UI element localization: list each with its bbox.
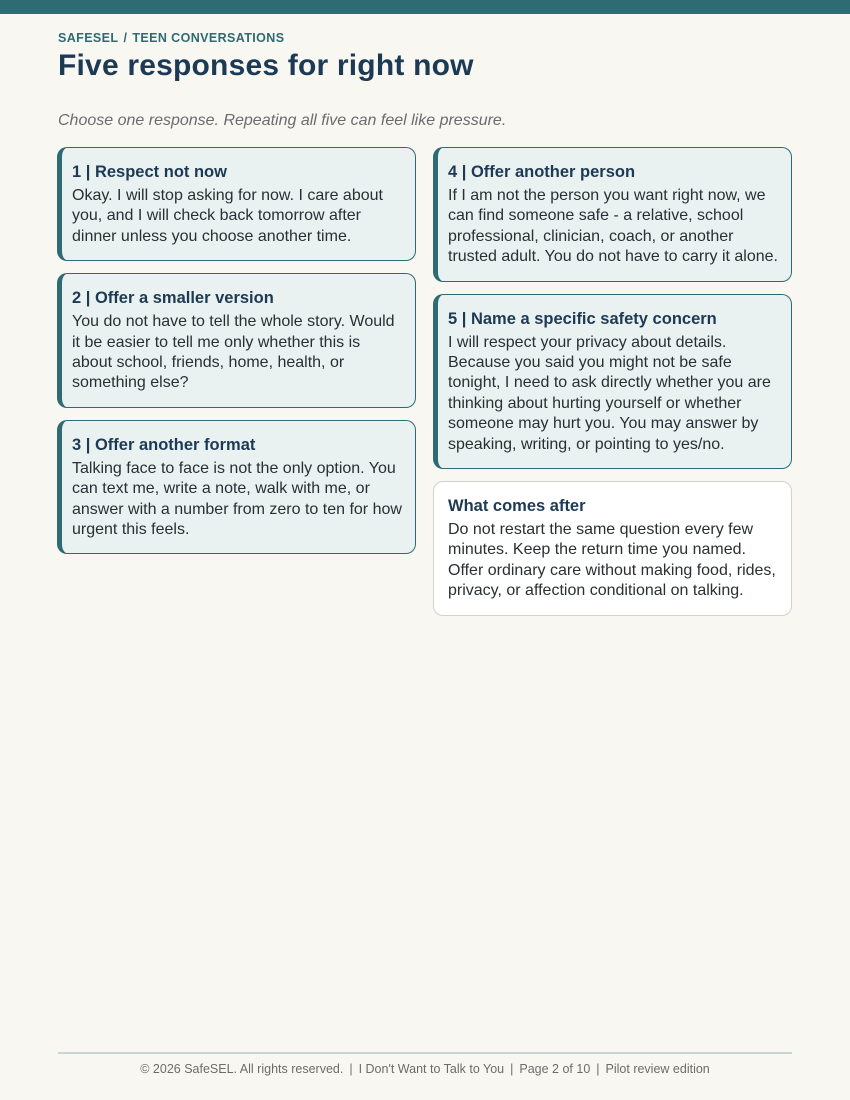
- card-heading: 5 | Name a specific safety concern: [448, 309, 717, 328]
- footer-separator: |: [349, 1062, 353, 1076]
- card-heading: 2 | Offer a smaller version: [72, 289, 274, 308]
- card-body: I will respect your privacy about details. Because you said you might not be safe tonight, I need to ask directly whether you are thinking about hurting yourself or whether someone may hurt you. You may answer by speaking, writing, or pointing to yes/no.: [448, 333, 771, 453]
- top-accent-bar: [0, 0, 850, 14]
- breadcrumb: [58, 31, 792, 45]
- intro-text: Choose one response. Repeating all five can feel like pressure.: [58, 112, 507, 129]
- breadcrumb-separator: /: [123, 31, 128, 45]
- breadcrumb-item-safesel[interactable]: SAFESEL: [58, 31, 119, 45]
- left-column: [57, 147, 416, 566]
- note-heading: What comes after: [448, 497, 586, 516]
- footer-page-number: Page 2 of 10: [519, 1062, 591, 1076]
- response-card-2: [57, 273, 416, 408]
- card-body: You do not have to tell the whole story. Would it be easier to tell me only whether this is about school, friends, home, health, or something else?: [72, 313, 395, 392]
- footer-edition: Pilot review edition: [605, 1062, 710, 1076]
- footer-separator: |: [596, 1062, 600, 1076]
- response-card-4: [433, 147, 792, 282]
- footer-document-title: I Don't Want to Talk to You: [358, 1062, 505, 1076]
- page-footer: [58, 1062, 792, 1076]
- note-body: Do not restart the same question every few minutes. Keep the return time you named. Offer ordinary care without making food, rides, privacy, or affection conditional on talking.: [448, 521, 776, 600]
- card-heading: 4 | Offer another person: [448, 163, 636, 181]
- card-heading: 1 | Respect not now: [72, 163, 227, 181]
- right-column: [433, 147, 792, 616]
- breadcrumb-item-teen-conversations[interactable]: TEEN CONVERSATIONS: [132, 31, 285, 45]
- card-body: Okay. I will stop asking for now. I care about you, and I will check back tomorrow after dinner unless you choose another time.: [72, 187, 383, 245]
- page-header: [58, 31, 792, 83]
- footer-separator: |: [510, 1062, 514, 1076]
- response-card-3: [57, 420, 416, 555]
- footer-divider: [58, 1052, 792, 1054]
- response-card-1: [57, 147, 416, 261]
- card-body: If I am not the person you want right now, we can find someone safe - a relative, school professional, clinician, coach, or another trusted adult. You do not have to carry it alone.: [448, 187, 778, 266]
- footer-copyright: © 2026 SafeSEL. All rights reserved.: [140, 1062, 344, 1076]
- response-card-5: [433, 294, 792, 469]
- card-body: Talking face to face is not the only option. You can text me, write a note, walk with me, or answer with a number from zero to ten for how urgent this feels.: [72, 459, 402, 539]
- what-comes-after-note: [433, 481, 792, 616]
- page-title: Five responses for right now: [58, 49, 474, 82]
- card-heading: 3 | Offer another format: [72, 435, 256, 454]
